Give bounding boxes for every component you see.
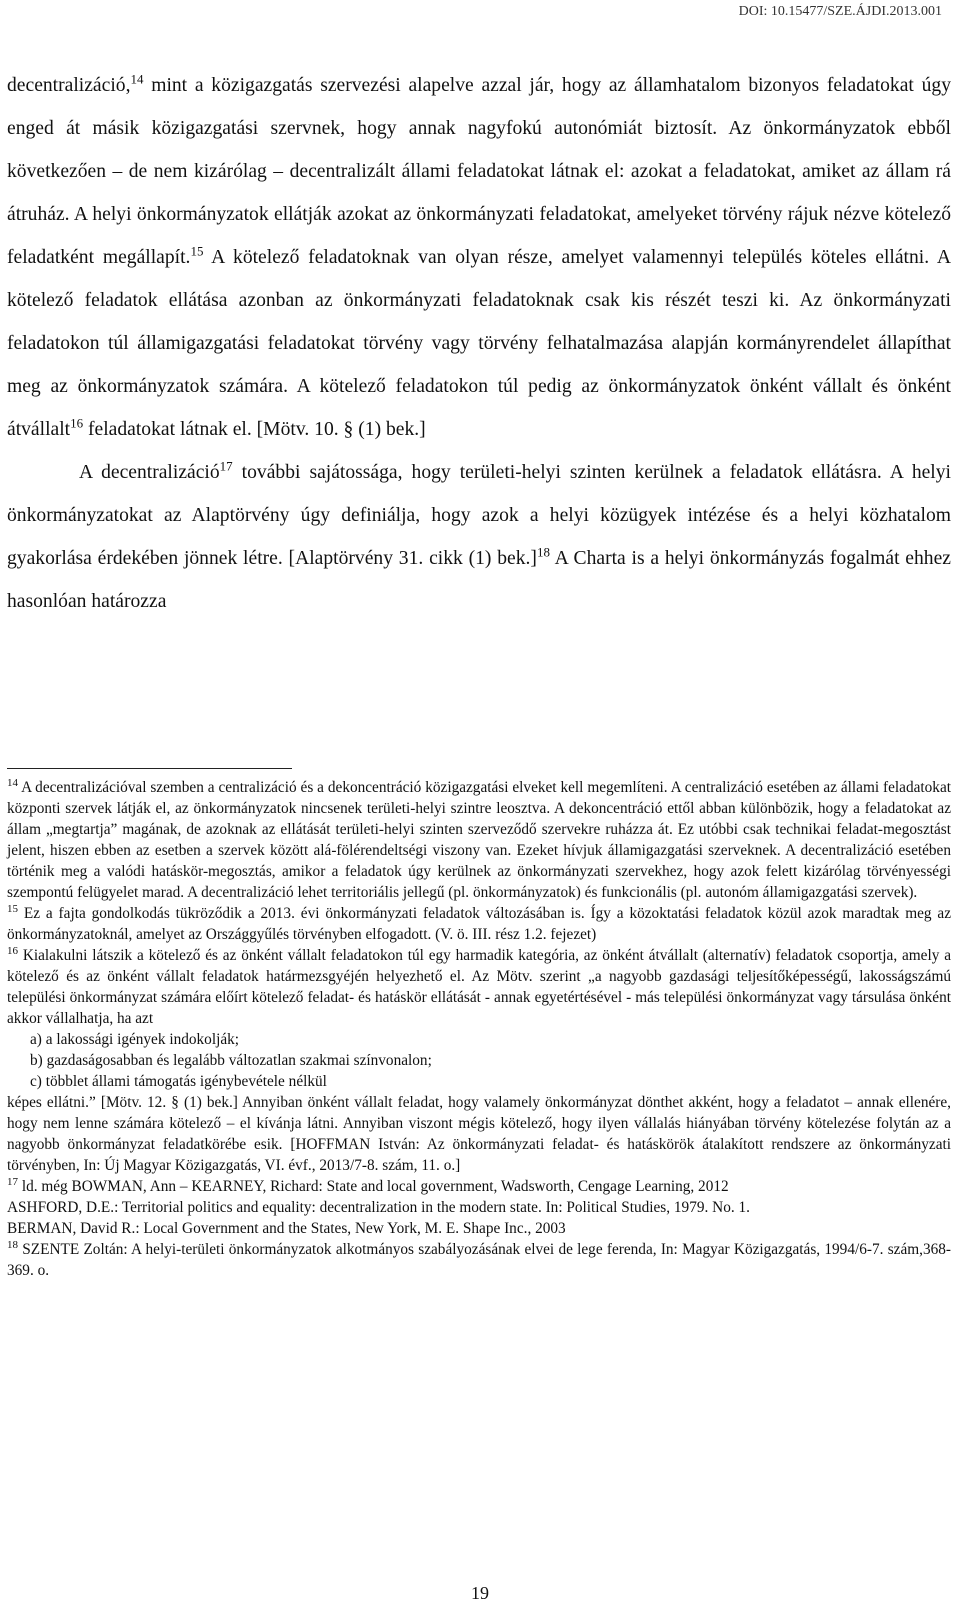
footnote-text: Kialakulni látszik a kötelező és az önként vállalt feladatokon túl egy harmadik kategória, az önként átvállalt (alternatív) feladatok csoportja, amely a kötelező és az önként vállalt feladatok határmezsgyéjén helyezhető el. Az Mötv. szerint „a nagyobb gazdasági teljesítőképességű, lakosságszámú települési önkormányzat számára előírt kötelező feladat- és hatáskör ellátását - annak egyetértésével - más települési önkormányzat vagy társulása önként akkor vállalhatja, ha azt	[7, 947, 951, 1027]
footnote-ref-17[interactable]: 17	[219, 458, 233, 474]
text-run: további sajátossága, hogy területi-helyi szinten kerülnek a feladatok ellátásra. A helyi önkormányzatokat az Alaptörvény úgy definiálja, hogy azok a helyi közügyek intézése és a helyi közhatalom gyakorlása érdekében jönnek létre. [Alaptörvény 31. cikk (1) bek.]	[7, 462, 951, 569]
footnote-14	[7, 777, 951, 903]
main-text	[7, 64, 951, 623]
footnote-number: 14	[7, 776, 18, 789]
paragraph-2	[7, 451, 951, 623]
footnote-number: 15	[7, 902, 18, 915]
footnote-text: A decentralizációval szemben a centralizáció és a dekoncentráció közigazgatási elveket kell megemlíteni. A centralizáció esetében az állami feladatokat központi szervek látják el, az önkormányzatok nincsenek területi-helyi szintre leosztva. A dekoncentráció ettől abban különbözik, hogy a feladatokat az állam „megtartja” magának, de azoknak az ellátását területi-helyi szinten szerveződő szervekre ruházza át. Ez utóbbi csak technikai feladat-megosztást jelent, hiszen ebben az esetben a szervek között alá-fölérendeltségi viszony van. Ezeket hívjuk államigazgatási szerveknek. A decentralizáció esetében történik meg a valódi hatáskör-megosztás, amikor a feladatok úgy kerülnek az önkormányzati szervekhez, hogy azok felett kizárólag törvényességi szempontú felügyelet marad. A decentralizáció lehet territoriális jellegű (pl. önkormányzatok) és funkcionális (pl. autonóm államigazgatási szervek).	[7, 779, 951, 901]
footnote-15	[7, 903, 951, 945]
footnote-ref-18[interactable]: 18	[536, 544, 550, 560]
page-number: 19	[471, 1583, 489, 1603]
footnote-16-item-a: a) a lakossági igények indokolják;	[30, 1031, 240, 1048]
footnotes	[7, 777, 951, 1281]
text-run: A Charta is a helyi önkormányzás fogalmát ehhez hasonlóan határozza	[7, 548, 951, 612]
footnote-ref-16[interactable]: 16	[70, 415, 84, 431]
footnote-number: 16	[7, 944, 18, 957]
text-run: decentralizáció,	[7, 75, 131, 96]
footnote-17	[7, 1176, 951, 1197]
footnote-text: Ez a fajta gondolkodás tükröződik a 2013. évi önkormányzati feladatok változásában is. Így a közoktatási feladatok közül azok maradtak meg az önkormányzatoknál, amelyet az Országgyűlés törvényben elfogadott. (V. ö. III. rész 1.2. fejezet)	[7, 905, 951, 943]
paragraph-1	[7, 64, 951, 451]
footnote-text: ld. még BOWMAN, Ann – KEARNEY, Richard: State and local government, Wadsworth, Cengage Learning, 2012	[18, 1178, 729, 1195]
footnote-number: 17	[7, 1175, 18, 1188]
footnote-17-ref-ashford: ASHFORD, D.E.: Territorial politics and equality: decentralization in the modern state. In: Political Studies, 1979. No. 1.	[7, 1199, 750, 1216]
footnote-16-item-b: b) gazdaságosabban és legalább változatlan szakmai színvonalon;	[30, 1052, 432, 1069]
footnote-number: 18	[7, 1238, 18, 1251]
footnote-16-continuation: képes ellátni.” [Mötv. 12. § (1) bek.] Annyiban önként vállalt feladat, hogy valamely önkormányzat dönthet akként, hogy a feladatot – annak ellenére, hogy nem lenne számára kötelező – el kívánja látni. Annyiban viszont mégis kötelező, hogy ilyen vállalás hiányában törvény kötelezése folytán az a nagyobb önkormányzat feladatkörébe esik. [HOFFMAN István: Az önkormányzati feladat- és hatáskörök átalakított rendszere az önkormányzati törvényben, In: Új Magyar Közigazgatás, VI. évf., 2013/7-8. szám, 11. o.]	[7, 1094, 951, 1174]
footnote-16-item-c: c) többlet állami támogatás igénybevétele nélkül	[30, 1073, 327, 1090]
doi-header: DOI: 10.15477/SZE.ÁJDI.2013.001	[738, 4, 942, 19]
text-run: A decentralizáció	[79, 462, 220, 483]
footnote-text: SZENTE Zoltán: A helyi-területi önkormányzatok alkotmányos szabályozásának elvei de lege ferenda, In: Magyar Közigazgatás, 1994/6-7. szám,368-369. o.	[7, 1241, 951, 1279]
footnote-18	[7, 1239, 951, 1281]
footnote-ref-15[interactable]: 15	[190, 243, 204, 259]
footnote-separator	[7, 768, 292, 769]
footnote-16	[7, 945, 951, 1029]
text-run: A kötelező feladatoknak van olyan része, amelyet valamennyi település köteles ellátni. A kötelező feladatok ellátása azonban az önkormányzati feladatoknak csak kis részét teszi ki. Az önkormányzati feladatokon túl államigazgatási feladatokat törvény vagy törvény felhatalmazása alapján kormányrendelet állapíthat meg az önkormányzatok számára. A kötelező feladatokon túl pedig az önkormányzatok önként vállalt és önként átvállalt	[7, 247, 951, 440]
footnote-17-ref-berman: BERMAN, David R.: Local Government and the States, New York, M. E. Shape Inc., 2003	[7, 1220, 566, 1237]
footnote-ref-14[interactable]: 14	[130, 71, 144, 87]
text-run: mint a közigazgatás szervezési alapelve azzal jár, hogy az államhatalom bizonyos feladatokat úgy enged át másik közigazgatási szervnek, hogy annak nagyfokú autonómiát biztosít. Az önkormányzatok ebből következően – de nem kizárólag – decentralizált állami feladatokat látnak el: azokat a feladatokat, amiket az állam rá átruház. A helyi önkormányzatok ellátják azokat az önkormányzati feladatokat, amelyeket törvény rájuk nézve kötelező feladatként megállapít.	[7, 75, 951, 268]
text-run: feladatokat látnak el. [Mötv. 10. § (1) bek.]	[83, 419, 426, 440]
